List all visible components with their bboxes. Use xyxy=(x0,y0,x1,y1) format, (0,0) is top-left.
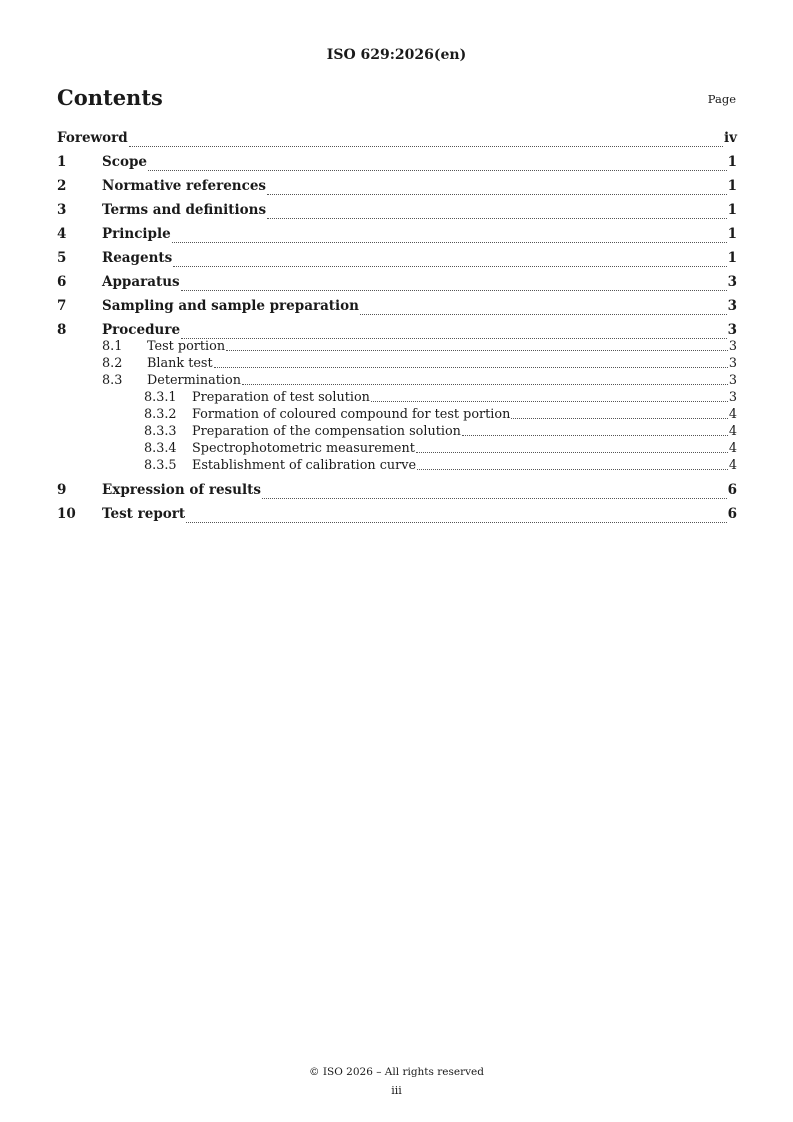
toc-entry-number: 9 xyxy=(57,482,67,498)
toc-entry[interactable] xyxy=(57,176,737,200)
toc-entry-page: 4 xyxy=(728,424,737,439)
toc-entry[interactable] xyxy=(57,248,737,272)
toc-entry-page: 3 xyxy=(727,274,737,290)
toc-entry-page: 4 xyxy=(728,458,737,473)
toc-entry[interactable] xyxy=(57,373,737,390)
toc-entry-title: Preparation of the compensation solution xyxy=(192,424,461,439)
toc-entry[interactable] xyxy=(57,339,737,356)
toc-entry-title: Scope xyxy=(102,154,148,170)
toc-dot-leader xyxy=(360,313,727,315)
toc-entry[interactable] xyxy=(57,128,737,152)
copyright-footer: © ISO 2026 – All rights reserved xyxy=(309,1066,484,1078)
toc-entry-number: 2 xyxy=(57,178,67,194)
toc-entry-number: 8.2 xyxy=(102,356,123,371)
toc-entry-number: 5 xyxy=(57,250,67,266)
toc-entry-number: 3 xyxy=(57,202,67,218)
toc-entry-number: 10 xyxy=(57,506,76,522)
toc-entry[interactable] xyxy=(57,407,737,424)
toc-dot-leader xyxy=(511,417,728,419)
toc-entry-title: Spectrophotometric measurement xyxy=(192,441,415,456)
toc-dot-leader xyxy=(148,169,727,171)
toc-entry-title: Preparation of test solution xyxy=(192,390,370,405)
toc-entry-number: 8.1 xyxy=(102,339,123,354)
toc-entry-page: 1 xyxy=(727,202,737,218)
toc-entry-number: 7 xyxy=(57,298,67,314)
toc-entry-number: 8.3 xyxy=(102,373,123,388)
toc-entry-title: Determination xyxy=(147,373,241,388)
toc-entry-number: 1 xyxy=(57,154,67,170)
toc-entry-title: Formation of coloured compound for test portion xyxy=(192,407,511,422)
toc-entry-number: 8.3.5 xyxy=(144,458,177,473)
toc-entry-page: 3 xyxy=(728,390,737,405)
toc-entry-page: 3 xyxy=(727,322,737,338)
toc-entry-page: 4 xyxy=(728,407,737,422)
toc-entry[interactable] xyxy=(57,458,737,475)
toc-dot-leader xyxy=(267,217,727,219)
page-column-label: Page xyxy=(707,92,736,106)
toc-entry[interactable] xyxy=(57,390,737,407)
toc-entry-title: Foreword xyxy=(57,130,128,146)
toc-dot-leader xyxy=(172,241,727,243)
table-of-contents xyxy=(57,128,737,528)
toc-entry[interactable] xyxy=(57,296,737,320)
toc-entry-number: 6 xyxy=(57,274,67,290)
toc-entry[interactable] xyxy=(57,424,737,441)
toc-entry-title: Sampling and sample preparation xyxy=(102,298,359,314)
toc-dot-leader xyxy=(214,366,728,368)
toc-entry-page: 3 xyxy=(728,339,737,354)
toc-entry-number: 4 xyxy=(57,226,67,242)
toc-dot-leader xyxy=(417,468,728,470)
toc-dot-leader xyxy=(173,265,726,267)
toc-entry[interactable] xyxy=(57,441,737,458)
toc-entry-number: 8.3.1 xyxy=(144,390,177,405)
contents-title: Contents xyxy=(57,85,163,110)
toc-entry-page: 1 xyxy=(727,178,737,194)
toc-entry[interactable] xyxy=(57,480,737,504)
toc-entry-page: 6 xyxy=(727,482,737,498)
document-id: ISO 629:2026(en) xyxy=(326,47,467,63)
toc-entry-title: Terms and definitions xyxy=(102,202,267,218)
toc-entry-page: iv xyxy=(724,130,737,146)
toc-entry-title: Apparatus xyxy=(102,274,180,290)
toc-dot-leader xyxy=(462,434,728,436)
toc-entry-title: Test portion xyxy=(147,339,226,354)
toc-dot-leader xyxy=(129,145,723,147)
toc-entry[interactable] xyxy=(57,504,737,528)
toc-entry-page: 1 xyxy=(727,154,737,170)
toc-entry-page: 4 xyxy=(728,441,737,456)
toc-entry-title: Test report xyxy=(102,506,186,522)
toc-entry-page: 6 xyxy=(727,506,737,522)
toc-dot-leader xyxy=(416,451,728,453)
toc-dot-leader xyxy=(371,400,728,402)
toc-entry-page: 3 xyxy=(728,356,737,371)
toc-dot-leader xyxy=(226,349,728,351)
toc-entry-title: Normative references xyxy=(102,178,267,194)
toc-entry[interactable] xyxy=(57,356,737,373)
toc-entry-page: 1 xyxy=(727,250,737,266)
toc-entry-number: 8.3.4 xyxy=(144,441,177,456)
toc-entry[interactable] xyxy=(57,272,737,296)
page-number: iii xyxy=(391,1084,402,1097)
toc-entry-title: Principle xyxy=(102,226,171,242)
toc-entry-number: 8 xyxy=(57,322,67,338)
toc-entry-title: Establishment of calibration curve xyxy=(192,458,417,473)
toc-entry-title: Procedure xyxy=(102,322,181,338)
toc-entry[interactable] xyxy=(57,200,737,224)
toc-dot-leader xyxy=(262,497,727,499)
toc-entry-page: 1 xyxy=(727,226,737,242)
toc-entry-title: Expression of results xyxy=(102,482,261,498)
toc-entry-title: Reagents xyxy=(102,250,173,266)
toc-entry[interactable] xyxy=(57,152,737,176)
toc-entry[interactable] xyxy=(57,224,737,248)
toc-entry-page: 3 xyxy=(727,298,737,314)
toc-dot-leader xyxy=(267,193,727,195)
toc-entry-page: 3 xyxy=(728,373,737,388)
toc-entry-title: Blank test xyxy=(147,356,213,371)
toc-entry-number: 8.3.2 xyxy=(144,407,177,422)
toc-entry-number: 8.3.3 xyxy=(144,424,177,439)
toc-dot-leader xyxy=(242,383,728,385)
toc-dot-leader xyxy=(181,289,727,291)
toc-dot-leader xyxy=(186,521,726,523)
